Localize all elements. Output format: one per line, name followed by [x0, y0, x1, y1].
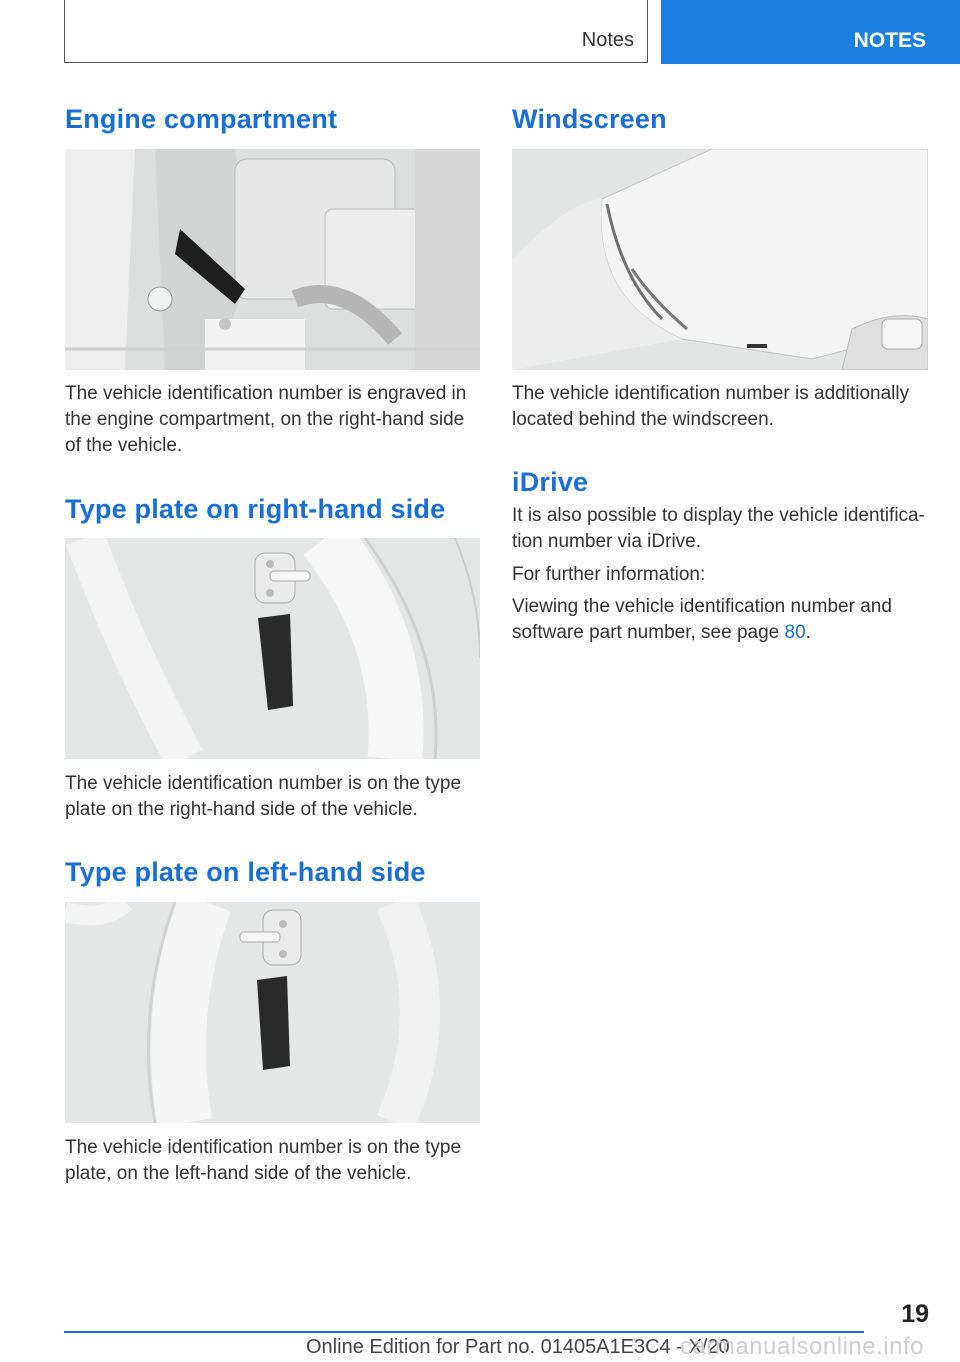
header-section-label: Notes [581, 29, 634, 51]
type-plate-right-text: The vehicle identification number is on the type plate on the right-hand side of the vehicle. [65, 773, 462, 820]
windscreen-image [512, 149, 928, 370]
idrive-text: It is also possible to display the vehicle identifica-tion number via iDrive. [512, 505, 925, 552]
reference-text: Viewing the vehicle identification number and software part number, see page [512, 596, 892, 643]
engine-compartment-heading: Engine compartment [65, 104, 338, 134]
windscreen-heading: Windscreen [512, 104, 667, 134]
engine-compartment-text: The vehicle identification number is engraved in the engine compartment, on the right-hand side of the vehicle. [65, 383, 467, 456]
windscreen-text: The vehicle identification number is additionally located behind the windscreen. [512, 383, 910, 430]
page-80-link[interactable]: 80 [784, 622, 806, 643]
header-chapter-tab [661, 0, 960, 64]
type-plate-right-heading: Type plate on right-hand side [65, 494, 446, 524]
idrive-reference [512, 594, 932, 646]
type-plate-left-image [65, 902, 480, 1123]
idrive-heading: iDrive [512, 467, 589, 497]
type-plate-right-image [65, 538, 480, 759]
footer-edition: Online Edition for Part no. 01405A1E3C4 - X/20 [306, 1336, 730, 1358]
header-section-tab [64, 0, 648, 63]
engine-compartment-image [65, 149, 480, 370]
type-plate-left-text: The vehicle identification number is on the type plate, on the left-hand side of the vehicle. [65, 1137, 462, 1184]
header-chapter-label: NOTES [853, 29, 926, 52]
reference-end: . [805, 622, 811, 643]
page-number: 19 [901, 1300, 929, 1328]
watermark: carmanualsonline.info [680, 1333, 924, 1360]
type-plate-left-heading: Type plate on left-hand side [65, 857, 426, 887]
further-information-label: For further information: [512, 564, 706, 585]
